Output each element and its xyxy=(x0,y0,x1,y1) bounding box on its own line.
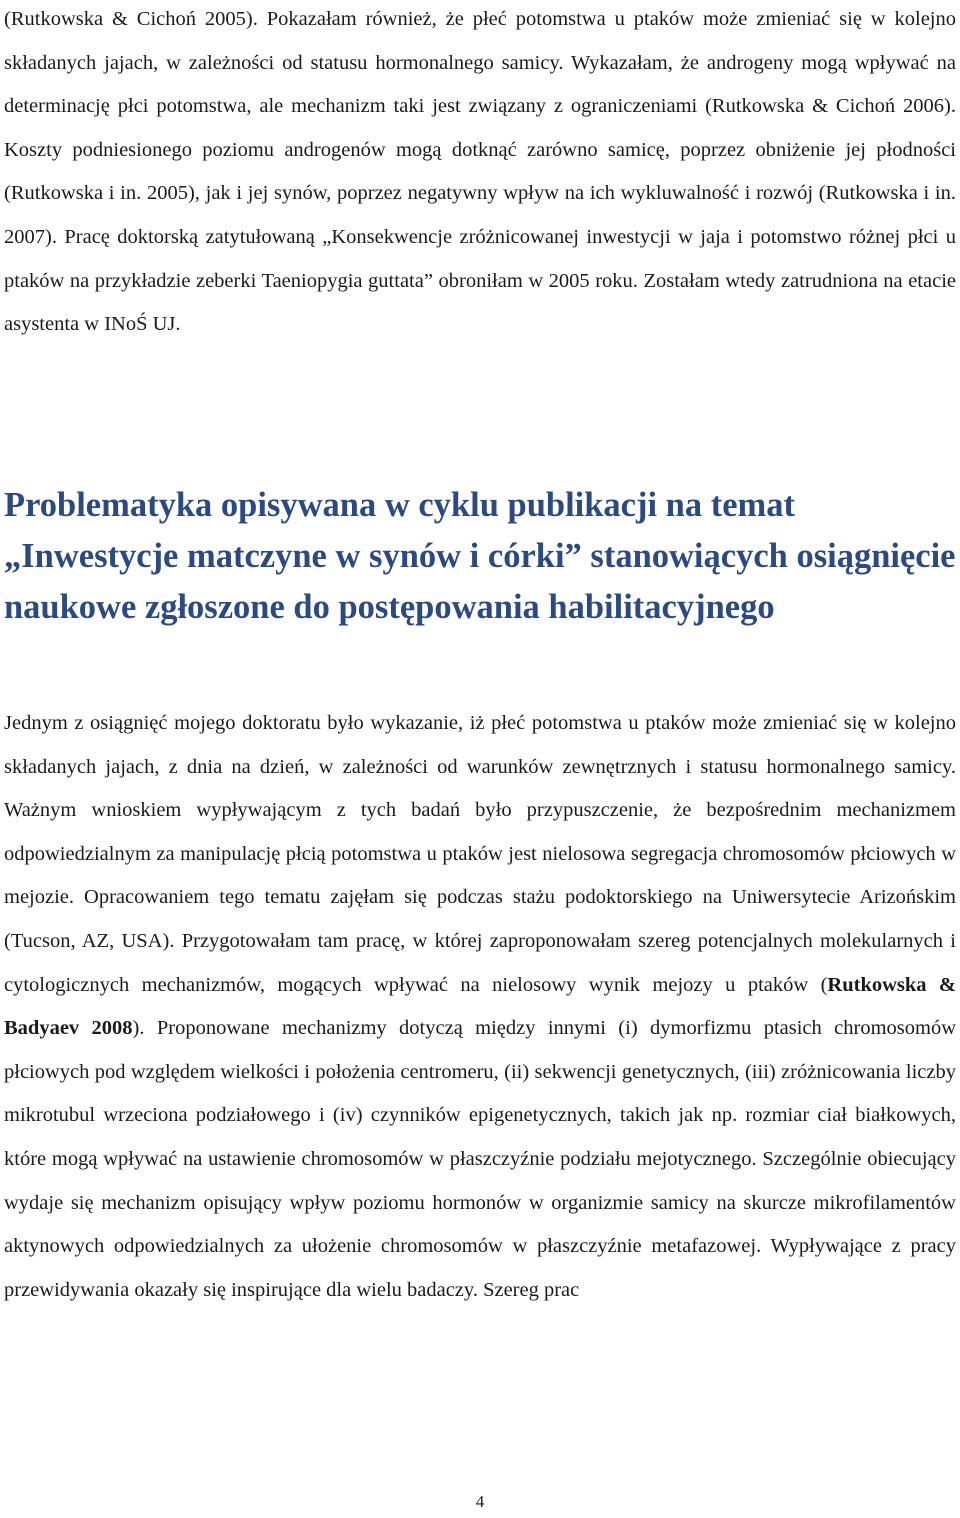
body-paragraph-main xyxy=(4,702,956,1312)
section-heading: Problematyka opisywana w cyklu publikacji na temat „Inwestycje matczyne w synów i córki” stanowiących osiągnięcie naukowe zgłoszone do postępowania habilitacyjnego xyxy=(4,486,956,626)
body-paragraph-intro: (Rutkowska & Cichoń 2005). Pokazałam również, że płeć potomstwa u ptaków może zmieniać się w kolejno składanych jajach, w zależności od statusu hormonalnego samicy. Wykazałam, że androgeny mogą wpływać na determinację płci potomstwa, ale mechanizm taki jest związany z ograniczeniami (Rutkowska & Cichoń 2006). Koszty podniesionego poziomu androgenów mogą dotknąć zarówno samicę, poprzez obniżenie jej płodności (Rutkowska i in. 2005), jak i jej synów, poprzez negatywny wpływ na ich wykluwalność i rozwój (Rutkowska i in. 2007). Pracę doktorską zatytułowaną „Konsekwencje zróżnicowanej inwestycji w jaja i potomstwo różnej płci u ptaków na przykładzie zeberki Taeniopygia guttata” obroniłam w 2005 roku. Zostałam wtedy zatrudniona na etacie asystenta w INoŚ UJ. xyxy=(4,8,956,336)
page-number: 4 xyxy=(475,1492,485,1511)
citation-bold: Rutkowska & Badyaev 2008 xyxy=(4,973,956,1040)
paragraph-text-part-2: ). Proponowane mechanizmy dotyczą między innymi (i) dymorfizmu ptasich chromosomów płciowych pod względem wielkości i położenia centromeru, (ii) sekwencji genetycznych, (iii) zróżnicowania liczby mikrotubul wrzeciona podziałowego i (iv) czynników epigenetycznych, takich jak np. rozmiar ciał białkowych, które mogą wpływać na ustawienie chromosomów w płaszczyźnie podziału mejotycznego. Szczególnie obiecujący wydaje się mechanizm opisujący wpływ poziomu hormonów w organizmie samicy na skurcze mikrofilamentów aktynowych odpowiedzialnych za ułożenie chromosomów w płaszczyźnie metafazowej. Wypływające z pracy przewidywania okazały się inspirujące dla wielu badaczy. Szereg prac xyxy=(4,1017,956,1301)
paragraph-text-part-1: Jednym z osiągnięć mojego doktoratu było wykazanie, iż płeć potomstwa u ptaków może zmieniać się w kolejno składanych jajach, z dnia na dzień, w zależności od warunków zewnętrznych i statusu hormonalnego samicy. Ważnym wnioskiem wypływającym z tych badań było przypuszczenie, że bezpośrednim mechanizmem odpowiedzialnym za manipulację płcią potomstwa u ptaków jest nielosowa segregacja chromosomów płciowych w mejozie. Opracowaniem tego tematu zajęłam się podczas stażu podoktorskiego na Uniwersytecie Arizońskim (Tucson, AZ, USA). Przygotowałam tam pracę, w której zaproponowałam szereg potencjalnych molekularnych i cytologicznych mechanizmów, mogących wpływać na nielosowy wynik mejozy u ptaków ( xyxy=(4,712,956,996)
